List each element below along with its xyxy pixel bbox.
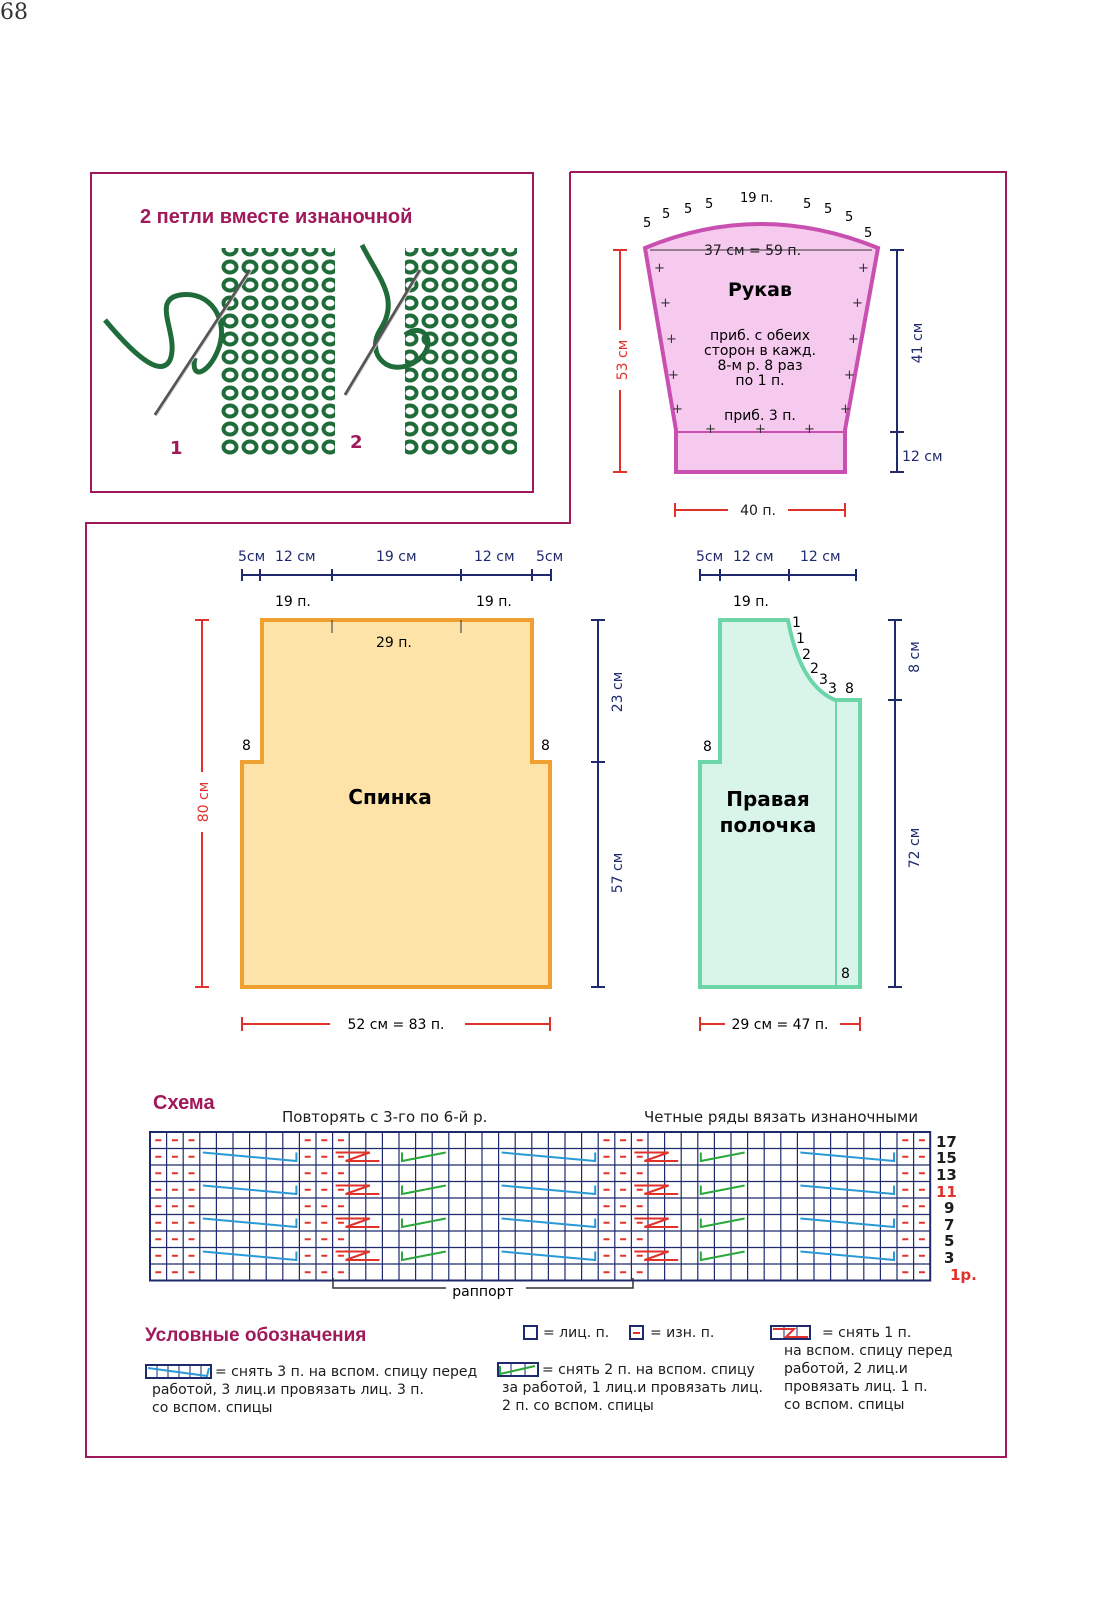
sleeve-cap-left-4: 5 xyxy=(705,197,714,212)
back-height-upper: 23 см xyxy=(610,671,626,713)
purl-symbol-icon xyxy=(629,1325,645,1341)
sleeve-height-upper: 41 см xyxy=(910,322,926,364)
front-shoulder: 19 п. xyxy=(733,594,769,610)
front-neck-edge: 8 xyxy=(845,681,854,697)
page-number: 68 xyxy=(0,0,28,25)
sleeve-cap-left-2: 5 xyxy=(662,207,671,222)
front-dim-3: 12 см xyxy=(800,549,841,565)
back-dim-4: 12 см xyxy=(474,549,515,565)
legend-title: Условные обозначения xyxy=(145,1325,367,1346)
sleeve-instr-4: по 1 п. xyxy=(735,373,785,389)
svg-text:+: + xyxy=(852,296,863,311)
sleeve-cap-right-2: 5 xyxy=(824,202,833,217)
sleeve-cap-right-4: 5 xyxy=(864,226,873,241)
back-neck: 29 п. xyxy=(376,635,412,651)
legend-green-line-3: 2 п. со вспом. спицы xyxy=(502,1398,654,1414)
technique-illustration xyxy=(100,240,525,465)
back-armhole-left: 8 xyxy=(242,738,251,754)
front-neck-step-2: 1 xyxy=(796,631,805,647)
green-cable-icon xyxy=(497,1362,541,1378)
front-neck-step-3: 2 xyxy=(802,647,811,663)
sleeve-top-width: 37 см = 59 п. xyxy=(704,243,802,259)
front-dim-2: 12 см xyxy=(733,549,774,565)
svg-text:+: + xyxy=(666,332,677,347)
row-label-7: 7 xyxy=(944,1216,955,1234)
back-height-lower: 57 см xyxy=(610,852,626,894)
knit-fabric-1 xyxy=(220,248,335,456)
knit-fabric-2 xyxy=(405,248,517,456)
front-height-lower: 72 см xyxy=(907,827,923,869)
back-shoulder-right: 19 п. xyxy=(476,594,512,610)
svg-text:+: + xyxy=(840,402,851,417)
sleeve-cap-right-1: 5 xyxy=(803,197,812,212)
row-label-11: 11 xyxy=(936,1183,957,1201)
svg-text:+: + xyxy=(672,402,683,417)
step-1-label: 1 xyxy=(170,438,183,459)
row-label-9: 9 xyxy=(944,1199,955,1217)
chart-note-right: Четные ряды вязать изнаночными xyxy=(644,1108,919,1126)
front-height-upper: 8 см xyxy=(907,641,923,673)
svg-text:+: + xyxy=(858,261,869,276)
legend-blue-line-2: работой, 3 лиц.и провязать лиц. 3 п. xyxy=(152,1382,424,1398)
legend-green-line-1: = снять 2 п. на вспом. спицу xyxy=(542,1362,755,1378)
back-diagram xyxy=(180,540,640,1040)
legend-red-line-3: работой, 2 лиц.и xyxy=(784,1361,908,1377)
chart-title: Схема xyxy=(153,1092,215,1114)
front-neck-step-5: 3 xyxy=(819,672,828,688)
front-neck-step-1: 1 xyxy=(792,615,801,631)
technique-title: 2 петли вместе изнаночной xyxy=(140,206,413,228)
back-dim-5: 5см xyxy=(536,549,564,565)
legend-red-line-2: на вспом. спицу перед xyxy=(784,1343,953,1359)
row-label-3: 3 xyxy=(944,1249,955,1267)
front-dim-1: 5см xyxy=(696,549,724,565)
sleeve-instr-2: сторон в кажд. xyxy=(704,343,816,359)
legend-blue-line-3: со вспом. спицы xyxy=(152,1400,273,1416)
red-cable-icon xyxy=(770,1325,812,1341)
sleeve-height-total: 53 см xyxy=(615,339,631,381)
svg-text:+: + xyxy=(804,422,815,437)
legend-purl: = изн. п. xyxy=(650,1325,715,1341)
front-title-1: Правая xyxy=(726,787,810,811)
yarn-strand-1 xyxy=(105,294,222,372)
row-label-5: 5 xyxy=(944,1232,955,1250)
svg-text:+: + xyxy=(668,368,679,383)
sleeve-top-count: 19 п. xyxy=(740,191,774,206)
step-2-label: 2 xyxy=(350,432,363,453)
row-label-1: 1р. xyxy=(950,1266,977,1284)
front-band: 8 xyxy=(841,966,850,982)
legend-red-line-4: провязать лиц. 1 п. xyxy=(784,1379,928,1395)
row-label-15: 15 xyxy=(936,1149,957,1167)
sleeve-cap-right-3: 5 xyxy=(845,210,854,225)
back-shoulder-left: 19 п. xyxy=(275,594,311,610)
front-neck-step-6: 3 xyxy=(828,681,837,697)
front-armhole: 8 xyxy=(703,739,712,755)
svg-text:+: + xyxy=(844,368,855,383)
back-dim-3: 19 см xyxy=(376,549,417,565)
front-title-2: полочка xyxy=(719,813,817,837)
legend-knit: = лиц. п. xyxy=(543,1325,610,1341)
legend-red-line-5: со вспом. спицы xyxy=(784,1397,905,1413)
legend-blue-line-1: = снять 3 п. на вспом. спицу перед xyxy=(215,1364,478,1380)
knit-symbol-icon xyxy=(523,1325,539,1341)
svg-text:+: + xyxy=(705,422,716,437)
row-label-13: 13 xyxy=(936,1166,957,1184)
sleeve-cap-left-3: 5 xyxy=(684,202,693,217)
sleeve-title: Рукав xyxy=(727,279,793,301)
back-height-total: 80 см xyxy=(196,781,212,823)
back-armhole-right: 8 xyxy=(541,738,550,754)
sleeve-instr-3: 8-м р. 8 раз xyxy=(717,358,803,374)
legend-red-line-1: = снять 1 п. xyxy=(822,1325,912,1341)
back-dim-2: 12 см xyxy=(275,549,316,565)
sleeve-diagram xyxy=(600,180,1000,525)
svg-text:+: + xyxy=(660,296,671,311)
front-diagram xyxy=(680,540,1000,1040)
sleeve-increase: приб. 3 п. xyxy=(724,408,796,424)
sleeve-height-cuff: 12 см xyxy=(902,449,943,465)
sleeve-cuff-count: 40 п. xyxy=(740,503,776,519)
svg-text:+: + xyxy=(654,261,665,276)
chart-note-left: Повторять с 3-го по 6-й р. xyxy=(282,1108,488,1126)
svg-text:+: + xyxy=(848,332,859,347)
legend-green-line-2: за работой, 1 лиц.и провязать лиц. xyxy=(502,1380,763,1396)
back-dim-1: 5см xyxy=(238,549,266,565)
svg-text:+: + xyxy=(755,422,766,437)
sleeve-instr-1: приб. с обеих xyxy=(709,328,811,344)
back-width: 52 см = 83 п. xyxy=(347,1017,445,1033)
sleeve-cap-left-1: 5 xyxy=(643,216,652,231)
front-width: 29 см = 47 п. xyxy=(731,1017,829,1033)
repeat-label: раппорт xyxy=(452,1284,514,1300)
front-neck-step-4: 2 xyxy=(810,661,819,677)
back-title: Спинка xyxy=(348,785,432,809)
blue-cable-icon xyxy=(145,1364,213,1380)
row-label-17: 17 xyxy=(936,1133,957,1151)
knit-chart xyxy=(148,1130,988,1305)
